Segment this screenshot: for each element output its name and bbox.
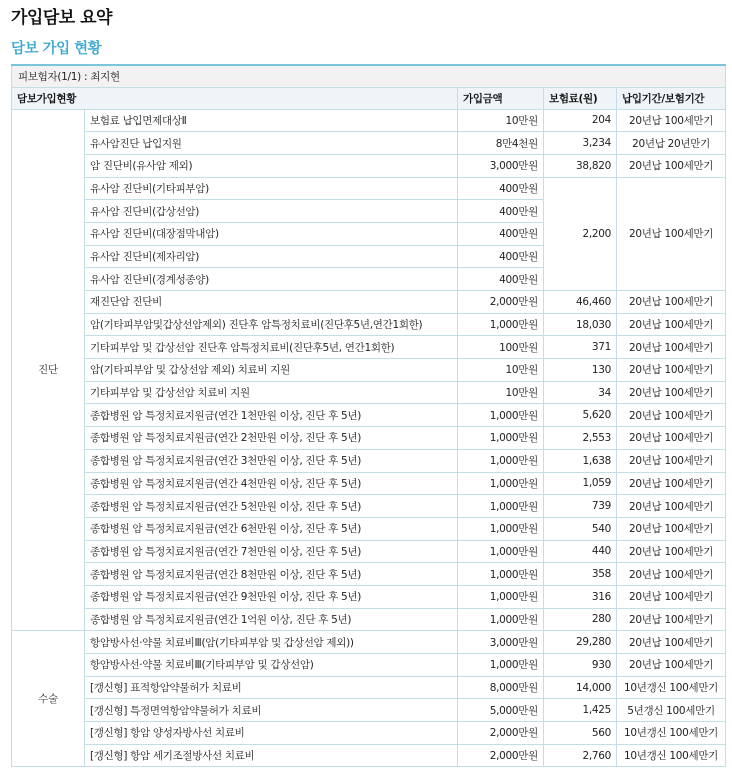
coverage-amount: 10만원 — [458, 381, 544, 404]
table-row — [12, 291, 726, 314]
table-row — [12, 132, 726, 155]
coverage-table — [11, 64, 726, 767]
table-row — [12, 177, 726, 200]
table-row — [12, 336, 726, 359]
coverage-name: 항암방사선·약물 치료비Ⅲ(암(기타피부암 및 갑상선암 제외)) — [85, 631, 458, 654]
table-row — [12, 608, 726, 631]
section-title: 담보 가입 현황 — [11, 41, 102, 57]
coverage-period: 20년납 100세만기 — [617, 359, 726, 382]
coverage-period: 5년갱신 100세만기 — [617, 699, 726, 722]
coverage-amount: 1,000만원 — [458, 472, 544, 495]
coverage-name: 종합병원 암 특정치료지원금(연간 5천만원 이상, 진단 후 5년) — [85, 495, 458, 518]
coverage-amount: 1,000만원 — [458, 427, 544, 450]
table-row — [12, 676, 726, 699]
coverage-amount: 10만원 — [458, 359, 544, 382]
coverage-period: 20년납 100세만기 — [617, 540, 726, 563]
coverage-name: [갱신형] 표적항암약물허가 치료비 — [85, 676, 458, 699]
coverage-amount: 1,000만원 — [458, 404, 544, 427]
coverage-amount: 10만원 — [458, 109, 544, 132]
coverage-amount: 1,000만원 — [458, 313, 544, 336]
coverage-period: 10년갱신 100세만기 — [617, 676, 726, 699]
coverage-name: 유사암진단 납입지원 — [85, 132, 458, 155]
table-row — [12, 449, 726, 472]
coverage-premium: 371 — [544, 336, 617, 359]
coverage-name: 종합병원 암 특정치료지원금(연간 8천만원 이상, 진단 후 5년) — [85, 563, 458, 586]
coverage-premium: 3,234 — [544, 132, 617, 155]
table-row — [12, 427, 726, 450]
coverage-premium: 34 — [544, 381, 617, 404]
coverage-amount: 3,000만원 — [458, 631, 544, 654]
coverage-amount: 2,000만원 — [458, 722, 544, 745]
coverage-period: 20년납 20년만기 — [617, 132, 726, 155]
coverage-name: 종합병원 암 특정치료지원금(연간 9천만원 이상, 진단 후 5년) — [85, 585, 458, 608]
table-row — [12, 722, 726, 745]
coverage-period: 20년납 100세만기 — [617, 585, 726, 608]
coverage-period: 20년납 100세만기 — [617, 608, 726, 631]
table-row — [12, 563, 726, 586]
coverage-premium: 1,425 — [544, 699, 617, 722]
coverage-period: 20년납 100세만기 — [617, 472, 726, 495]
coverage-name: 종합병원 암 특정치료지원금(연간 3천만원 이상, 진단 후 5년) — [85, 449, 458, 472]
coverage-period: 20년납 100세만기 — [617, 654, 726, 677]
table-row — [12, 744, 726, 767]
coverage-period: 20년납 100세만기 — [617, 427, 726, 450]
table-row — [12, 654, 726, 677]
coverage-period: 20년납 100세만기 — [617, 336, 726, 359]
coverage-amount: 8만4천원 — [458, 132, 544, 155]
coverage-period: 10년갱신 100세만기 — [617, 744, 726, 767]
coverage-premium: 38,820 — [544, 154, 617, 177]
table-row — [12, 699, 726, 722]
coverage-premium: 280 — [544, 608, 617, 631]
coverage-name: 유사암 진단비(기타피부암) — [85, 177, 458, 200]
coverage-period: 20년납 100세만기 — [617, 495, 726, 518]
table-row — [12, 381, 726, 404]
coverage-premium: 930 — [544, 654, 617, 677]
coverage-name: 종합병원 암 특정치료지원금(연간 6천만원 이상, 진단 후 5년) — [85, 517, 458, 540]
coverage-name: 암(기타피부암 및 갑상선암 제외) 치료비 지원 — [85, 359, 458, 382]
coverage-premium: 2,760 — [544, 744, 617, 767]
coverage-name: 항암방사선·약물 치료비Ⅲ(기타피부암 및 갑상선암) — [85, 654, 458, 677]
coverage-period: 20년납 100세만기 — [617, 291, 726, 314]
coverage-amount: 1,000만원 — [458, 654, 544, 677]
header-amount: 가입금액 — [458, 87, 544, 109]
table-row — [12, 517, 726, 540]
coverage-name: 재진단암 진단비 — [85, 291, 458, 314]
coverage-period: 20년납 100세만기 — [617, 154, 726, 177]
merged-premium: 2,200 — [544, 177, 617, 290]
coverage-period: 20년납 100세만기 — [617, 109, 726, 132]
coverage-name: [갱신형] 항암 세기조절방사선 치료비 — [85, 744, 458, 767]
coverage-name: 유사암 진단비(갑상선암) — [85, 200, 458, 223]
coverage-premium: 739 — [544, 495, 617, 518]
coverage-amount: 2,000만원 — [458, 291, 544, 314]
coverage-name: [갱신형] 특정면역항암약물허가 치료비 — [85, 699, 458, 722]
coverage-name: 종합병원 암 특정치료지원금(연간 1억원 이상, 진단 후 5년) — [85, 608, 458, 631]
table-row — [12, 472, 726, 495]
coverage-premium: 130 — [544, 359, 617, 382]
table-row — [12, 631, 726, 654]
coverage-period: 20년납 100세만기 — [617, 517, 726, 540]
coverage-name: 보험료 납입면제대상Ⅱ — [85, 109, 458, 132]
coverage-amount: 400만원 — [458, 177, 544, 200]
coverage-period: 20년납 100세만기 — [617, 449, 726, 472]
coverage-name: 종합병원 암 특정치료지원금(연간 2천만원 이상, 진단 후 5년) — [85, 427, 458, 450]
coverage-period: 20년납 100세만기 — [617, 404, 726, 427]
coverage-premium: 204 — [544, 109, 617, 132]
page-title: 가입담보 요약 — [11, 8, 112, 28]
coverage-name: 기타피부암 및 갑상선암 치료비 지원 — [85, 381, 458, 404]
coverage-amount: 100만원 — [458, 336, 544, 359]
coverage-amount: 1,000만원 — [458, 563, 544, 586]
coverage-premium: 358 — [544, 563, 617, 586]
table-header — [12, 87, 726, 109]
table-row — [12, 404, 726, 427]
coverage-name: 유사암 진단비(경계성종양) — [85, 268, 458, 291]
coverage-name: 종합병원 암 특정치료지원금(연간 7천만원 이상, 진단 후 5년) — [85, 540, 458, 563]
coverage-period: 20년납 100세만기 — [617, 313, 726, 336]
coverage-amount: 1,000만원 — [458, 608, 544, 631]
coverage-period: 20년납 100세만기 — [617, 381, 726, 404]
coverage-premium: 46,460 — [544, 291, 617, 314]
coverage-name: 종합병원 암 특정치료지원금(연간 1천만원 이상, 진단 후 5년) — [85, 404, 458, 427]
table-row — [12, 109, 726, 132]
insured-row — [12, 65, 726, 87]
table-row — [12, 495, 726, 518]
coverage-premium: 2,553 — [544, 427, 617, 450]
coverage-premium: 560 — [544, 722, 617, 745]
coverage-name: 기타피부암 및 갑상선암 진단후 암특정치료비(진단후5년, 연간1회한) — [85, 336, 458, 359]
coverage-amount: 3,000만원 — [458, 154, 544, 177]
category-cell: 진단 — [12, 109, 85, 631]
coverage-amount: 400만원 — [458, 268, 544, 291]
coverage-premium: 440 — [544, 540, 617, 563]
coverage-amount: 1,000만원 — [458, 585, 544, 608]
coverage-name: 암(기타피부암및갑상선암제외) 진단후 암특정치료비(진단후5년,연간1회한) — [85, 313, 458, 336]
table-row — [12, 585, 726, 608]
table-row — [12, 540, 726, 563]
coverage-premium: 540 — [544, 517, 617, 540]
coverage-amount: 1,000만원 — [458, 517, 544, 540]
coverage-amount: 2,000만원 — [458, 744, 544, 767]
coverage-period: 20년납 100세만기 — [617, 631, 726, 654]
coverage-amount: 1,000만원 — [458, 495, 544, 518]
coverage-premium: 5,620 — [544, 404, 617, 427]
coverage-name: 유사암 진단비(제자리암) — [85, 245, 458, 268]
coverage-premium: 1,638 — [544, 449, 617, 472]
coverage-name: 유사암 진단비(대장점막내암) — [85, 222, 458, 245]
coverage-amount: 8,000만원 — [458, 676, 544, 699]
coverage-period: 20년납 100세만기 — [617, 563, 726, 586]
coverage-amount: 400만원 — [458, 245, 544, 268]
coverage-premium: 29,280 — [544, 631, 617, 654]
coverage-name: [갱신형] 항암 양성자방사선 치료비 — [85, 722, 458, 745]
table-row — [12, 359, 726, 382]
coverage-amount: 400만원 — [458, 222, 544, 245]
coverage-name: 종합병원 암 특정치료지원금(연간 4천만원 이상, 진단 후 5년) — [85, 472, 458, 495]
header-period: 납입기간/보험기간 — [617, 87, 726, 109]
table-row — [12, 313, 726, 336]
header-premium: 보험료(원) — [544, 87, 617, 109]
coverage-premium: 1,059 — [544, 472, 617, 495]
coverage-premium: 18,030 — [544, 313, 617, 336]
category-cell: 수술 — [12, 631, 85, 767]
coverage-amount: 5,000만원 — [458, 699, 544, 722]
coverage-period: 10년갱신 100세만기 — [617, 722, 726, 745]
coverage-amount: 1,000만원 — [458, 540, 544, 563]
coverage-amount: 400만원 — [458, 200, 544, 223]
table-row — [12, 154, 726, 177]
insured-label: 피보험자(1/1) : 최지현 — [12, 65, 726, 87]
coverage-amount: 1,000만원 — [458, 449, 544, 472]
coverage-premium: 316 — [544, 585, 617, 608]
coverage-premium: 14,000 — [544, 676, 617, 699]
header-coverage: 담보가입현황 — [12, 87, 458, 109]
coverage-name: 암 진단비(유사암 제외) — [85, 154, 458, 177]
merged-period: 20년납 100세만기 — [617, 177, 726, 290]
